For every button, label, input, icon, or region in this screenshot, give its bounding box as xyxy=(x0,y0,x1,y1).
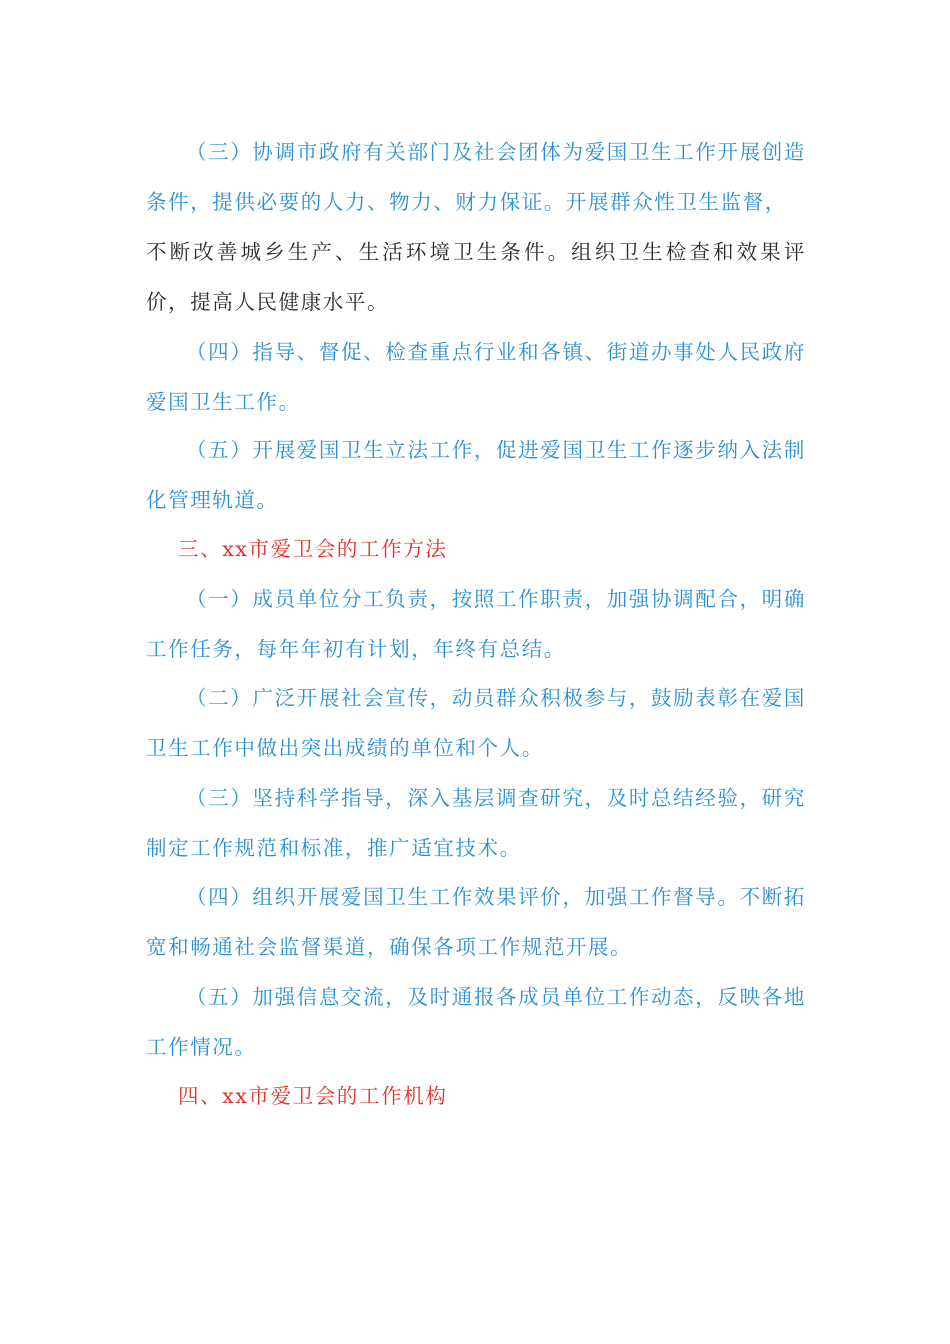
section-3-heading: 三、xx市爱卫会的工作方法 xyxy=(178,537,448,561)
duty-4-paragraph: （四）指导、督促、检查重点行业和各镇、街道办事处人民政府爱国卫生工作。 xyxy=(146,340,806,414)
method-4-paragraph: （四）组织开展爱国卫生工作效果评价，加强工作督导。不断拓宽和畅通社会监督渠道，确保各项工作规范开展。 xyxy=(146,885,806,959)
section-4-heading: 四、xx市爱卫会的工作机构 xyxy=(178,1084,448,1108)
method-5-paragraph: （五）加强信息交流，及时通报各成员单位工作动态，反映各地工作情况。 xyxy=(146,985,806,1059)
duty-5-paragraph: （五）开展爱国卫生立法工作，促进爱国卫生工作逐步纳入法制化管理轨道。 xyxy=(146,438,806,512)
duty-3-paragraph-part2: 不断改善城乡生产、生活环境卫生条件。组织卫生检查和效果评价，提高人民健康水平。 xyxy=(146,240,806,314)
method-3-paragraph: （三）坚持科学指导，深入基层调查研究，及时总结经验，研究制定工作规范和标准，推广适宜技术。 xyxy=(146,786,806,860)
method-2-paragraph: （二）广泛开展社会宣传，动员群众积极参与，鼓励表彰在爱国卫生工作中做出突出成绩的单位和个人。 xyxy=(146,686,806,760)
method-1-paragraph: （一）成员单位分工负责，按照工作职责，加强协调配合，明确工作任务，每年年初有计划，年终有总结。 xyxy=(146,587,806,661)
duty-3-paragraph-part1: （三）协调市政府有关部门及社会团体为爱国卫生工作开展创造条件，提供必要的人力、物力、财力保证。开展群众性卫生监督， xyxy=(146,140,806,214)
